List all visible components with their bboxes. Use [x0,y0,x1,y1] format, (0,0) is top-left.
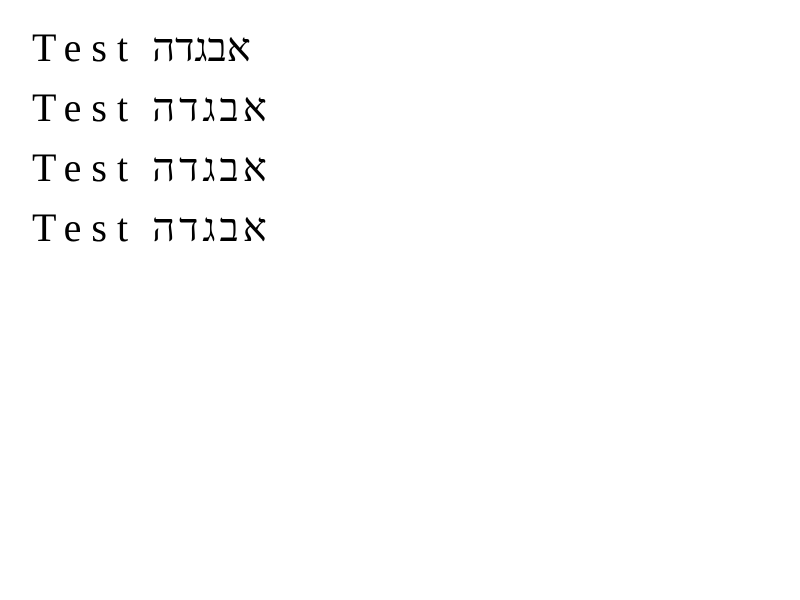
hebrew-word-1: אבגדה [152,25,251,70]
latin-word-2: Test [32,85,139,130]
hebrew-word-2: אבגדה [152,85,271,130]
text-line-4 [32,198,772,258]
text-line-3 [32,138,772,198]
text-line-1 [32,18,772,78]
text-line-2 [32,78,772,138]
document-page [32,18,772,258]
hebrew-word-3: אבגדה [152,145,271,190]
latin-word-1: Test [32,25,139,70]
latin-word-3: Test [32,145,139,190]
latin-word-4: Test [32,205,139,250]
hebrew-word-4: אבגדה [152,205,271,250]
